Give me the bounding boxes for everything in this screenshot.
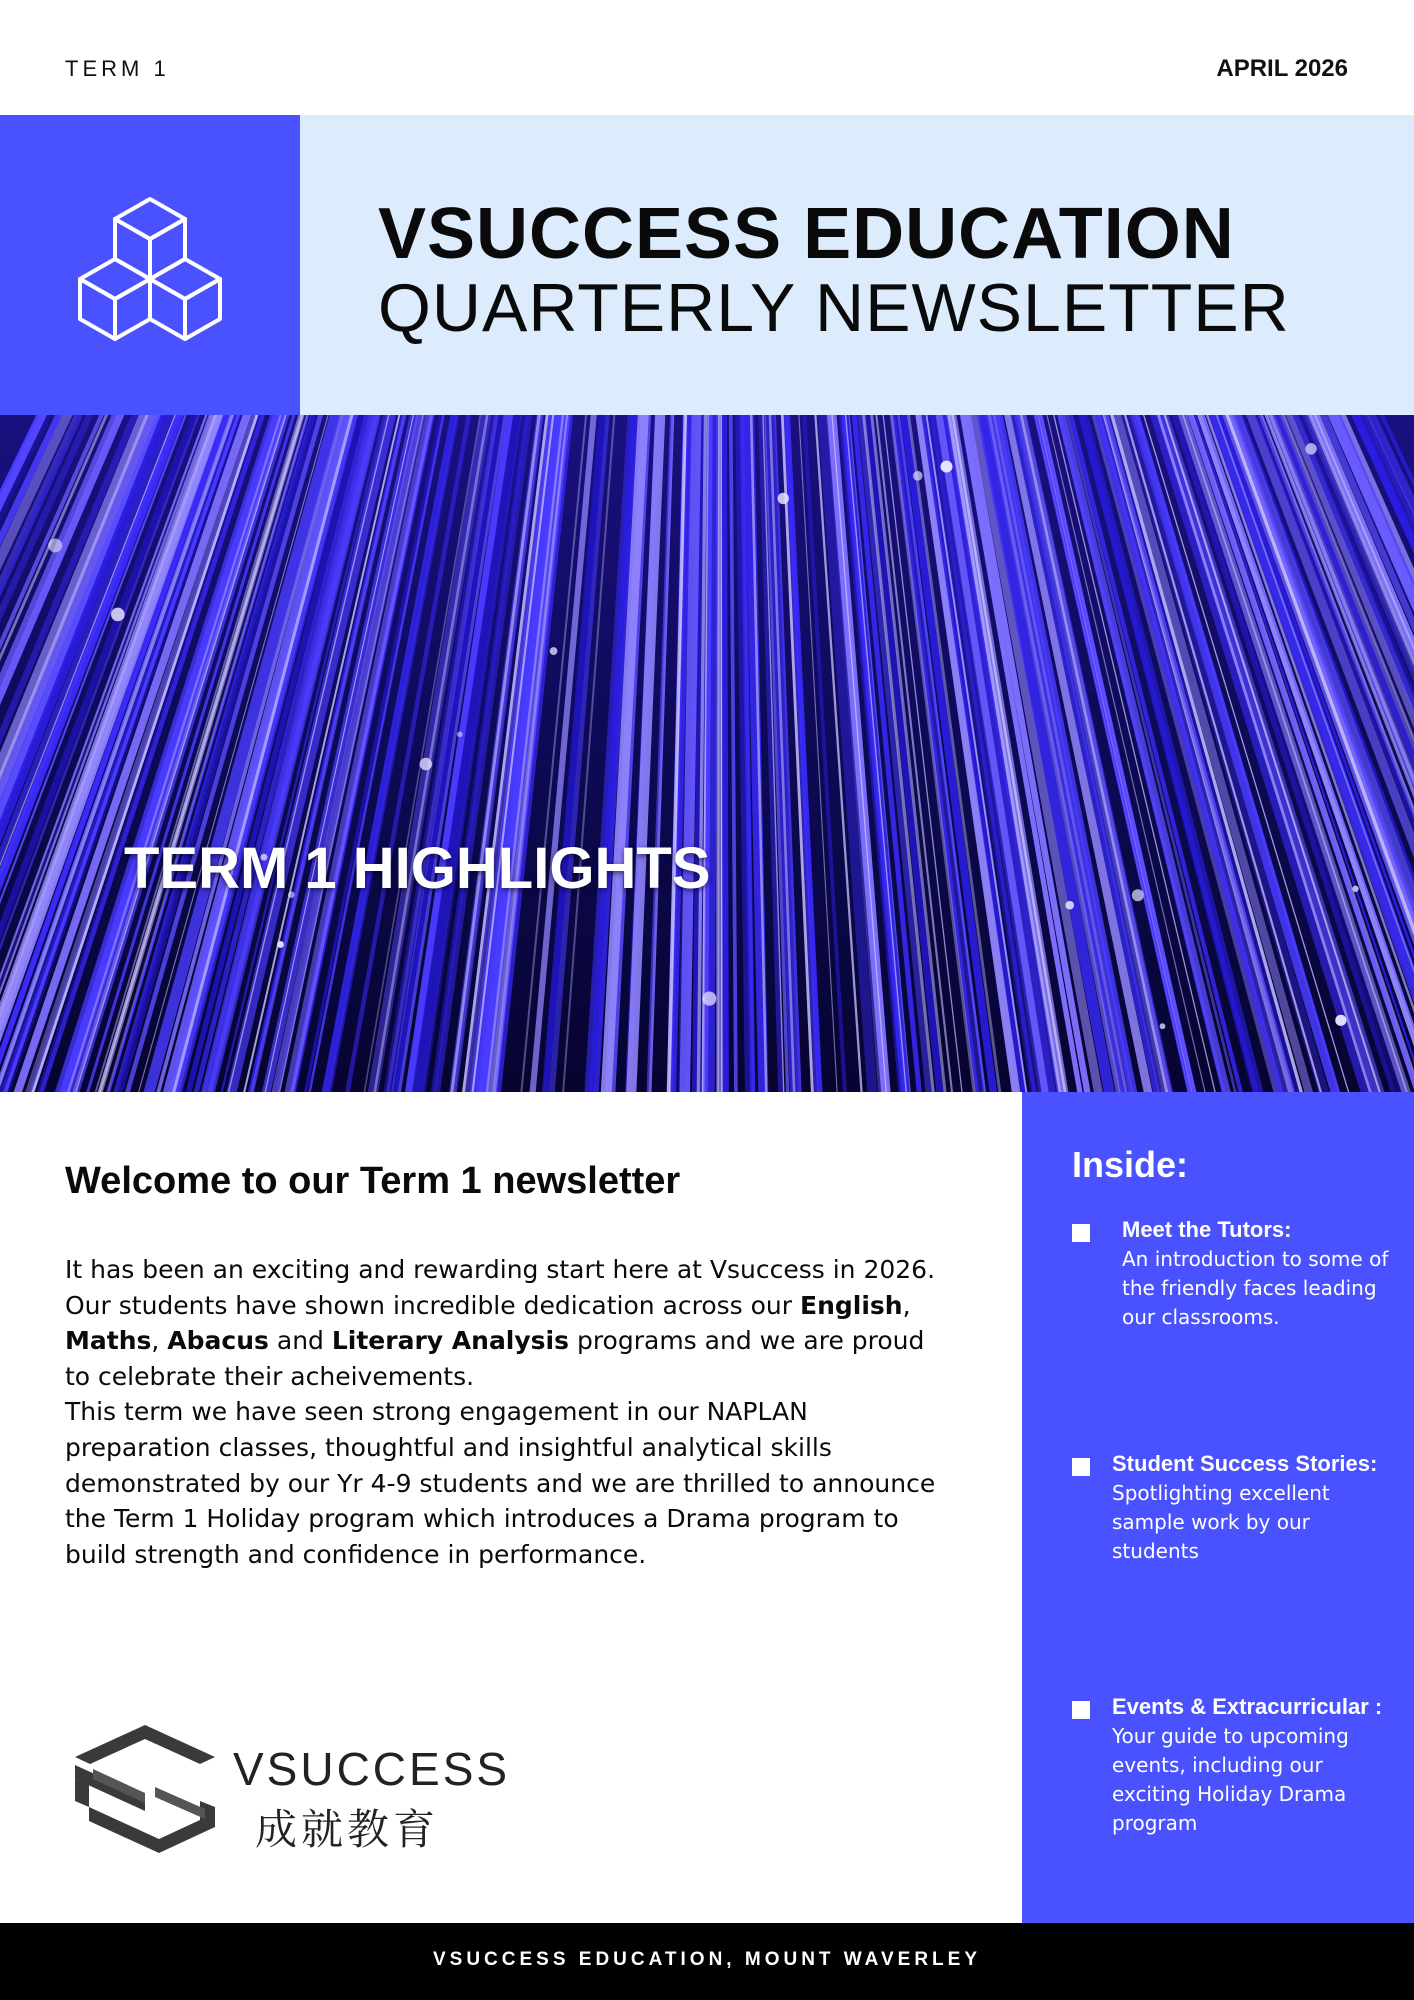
program-abacus: Abacus [167,1326,269,1356]
light-glint [420,758,433,771]
inside-title: Inside: [1072,1144,1189,1185]
masthead-logo-box [0,115,300,415]
brand-name-chinese: 成就教育 [255,1805,440,1854]
welcome-paragraph-1 [65,1252,955,1394]
light-glint [778,493,789,504]
vsuccess-logo [65,1717,511,1867]
program-maths: Maths [65,1326,152,1356]
inside-item-tutors [1072,1214,1402,1332]
inside-item-heading: Meet the Tutors: [1122,1217,1292,1242]
inside-item-heading: Student Success Stories: [1112,1451,1378,1476]
light-glint [457,732,463,738]
masthead [0,115,1414,415]
sep-1: , [902,1290,911,1320]
newsletter-title-line1: VSUCCESS EDUCATION [378,194,1235,274]
date-label: APRIL 2026 [1216,55,1348,82]
light-glint [702,992,716,1006]
light-glint [111,608,125,622]
sep-3: and [268,1326,332,1356]
brand-name: VSUCCESS [233,1743,511,1795]
light-glint [550,647,558,655]
main-content [0,1092,1022,1923]
inside-item-description: An introduction to some of the friendly faces leading our classrooms. [1122,1247,1389,1329]
inside-item-description: Your guide to upcoming events, including our exciting Holiday Drama program [1112,1724,1349,1835]
light-glint [1335,1015,1346,1026]
stacked-cubes-icon [0,115,300,415]
square-bullet-icon [1072,1458,1090,1476]
sep-2: , [151,1326,168,1356]
inside-item-success-stories [1072,1448,1402,1566]
light-glint [913,471,923,481]
footer [0,1923,1414,2000]
hero-light-rods-image [0,415,1414,1092]
light-glint [1065,901,1074,910]
para1-start: It has been an exciting and rewarding start here at Vsuccess in 2026. Our students have shown incredible dedication across our [65,1255,936,1320]
welcome-heading: Welcome to our Term 1 newsletter [65,1160,681,1202]
inside-sidebar [1022,1092,1414,1923]
hero-title: TERM 1 HIGHLIGHTS [124,836,711,901]
hero-banner [0,415,1414,1092]
square-bullet-icon [1072,1701,1090,1719]
inside-item-events [1072,1691,1402,1838]
welcome-paragraph-2: This term we have seen strong engagement in our NAPLAN preparation classes, thoughtful and insightful analytical skills demonstrated by our Yr 4-9 students and we are thrilled to announce the Term 1 Holiday program which introduces a Drama program to build strength and confidence in performance. [65,1397,936,1569]
inside-item-description: Spotlighting excellent sample work by our students [1112,1481,1330,1563]
program-literary-analysis: Literary Analysis [331,1326,570,1356]
term-label: TERM 1 [65,56,170,81]
masthead-title-box [300,115,1414,415]
welcome-body [65,1252,955,1572]
footer-text: VSUCCESS EDUCATION, MOUNT WAVERLEY [432,1949,982,1970]
light-glint [1132,889,1144,901]
square-bullet-icon [1072,1224,1090,1242]
newsletter-title-line2: QUARTERLY NEWSLETTER [378,270,1290,346]
program-english: English [800,1290,903,1320]
light-glint [940,461,952,473]
light-glint [277,941,284,948]
light-glint [1352,886,1358,892]
light-glint [48,538,62,552]
light-glint [1305,443,1316,454]
light-glint [1160,1023,1166,1029]
top-bar [0,0,1414,115]
vsuccess-s-mark-icon [65,1717,225,1867]
para1-end: programs and we are proud to celebrate their acheivements. [65,1326,925,1391]
inside-item-heading: Events & Extracurricular : [1112,1694,1383,1719]
